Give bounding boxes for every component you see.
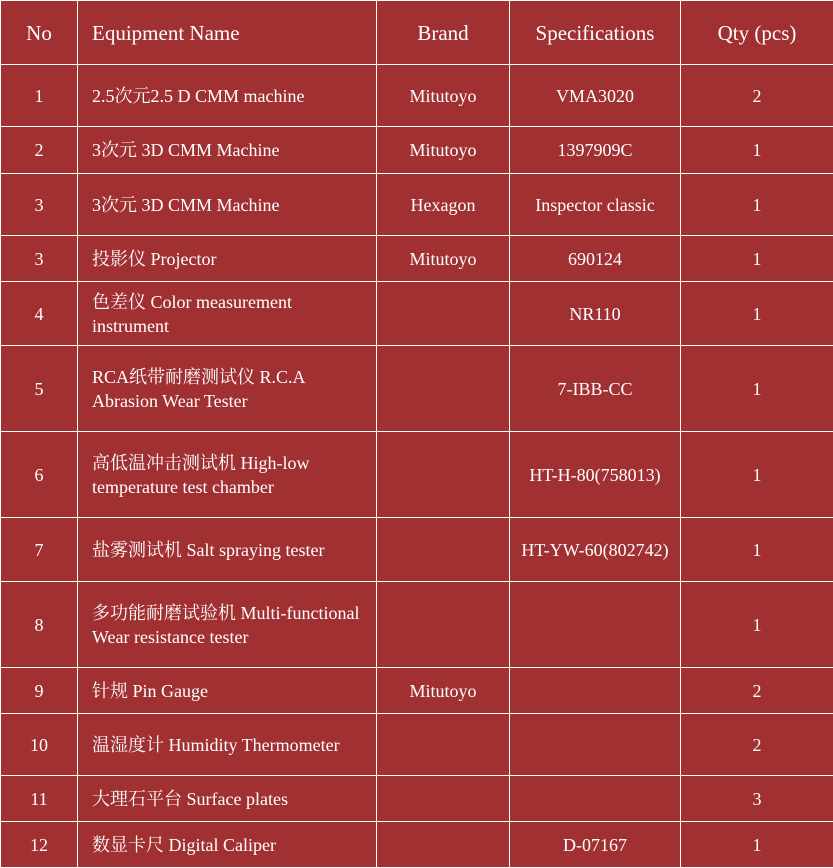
header-specifications: Specifications [510,1,681,65]
cell-specifications [510,582,681,668]
cell-specifications: 1397909C [510,127,681,174]
cell-no: 7 [1,518,78,582]
cell-no: 6 [1,432,78,518]
header-equipment-name: Equipment Name [78,1,377,65]
cell-brand: Hexagon [377,174,510,236]
cell-no: 1 [1,65,78,127]
table-row [1,236,833,282]
cell-equipment-name: 针规 Pin Gauge [78,668,377,714]
cell-no: 11 [1,776,78,822]
cell-specifications: 690124 [510,236,681,282]
cell-qty: 1 [681,822,833,868]
cell-brand [377,714,510,776]
cell-qty: 2 [681,668,833,714]
cell-brand: Mitutoyo [377,236,510,282]
cell-specifications: D-07167 [510,822,681,868]
cell-qty: 2 [681,65,833,127]
cell-no: 12 [1,822,78,868]
table-row [1,127,833,174]
cell-specifications: HT-YW-60(802742) [510,518,681,582]
cell-specifications: Inspector classic [510,174,681,236]
table-row [1,174,833,236]
cell-equipment-name: 3次元 3D CMM Machine [78,127,377,174]
cell-specifications [510,668,681,714]
table-header-row [1,1,833,65]
cell-brand [377,518,510,582]
cell-no: 3 [1,174,78,236]
cell-specifications [510,714,681,776]
cell-brand [377,432,510,518]
cell-brand [377,776,510,822]
cell-no: 4 [1,282,78,346]
table-row [1,714,833,776]
table-row [1,282,833,346]
cell-qty: 1 [681,236,833,282]
table-row [1,65,833,127]
cell-specifications: VMA3020 [510,65,681,127]
cell-brand: Mitutoyo [377,127,510,174]
cell-equipment-name: 色差仪 Color measurement instrument [78,282,377,346]
cell-brand: Mitutoyo [377,668,510,714]
cell-equipment-name: 温湿度计 Humidity Thermometer [78,714,377,776]
cell-qty: 3 [681,776,833,822]
cell-qty: 1 [681,174,833,236]
cell-brand [377,822,510,868]
cell-brand [377,282,510,346]
cell-equipment-name: 盐雾测试机 Salt spraying tester [78,518,377,582]
cell-specifications [510,776,681,822]
header-no: No [1,1,78,65]
cell-brand: Mitutoyo [377,65,510,127]
cell-brand [377,346,510,432]
cell-brand [377,582,510,668]
cell-equipment-name: 数显卡尺 Digital Caliper [78,822,377,868]
cell-equipment-name: 3次元 3D CMM Machine [78,174,377,236]
cell-no: 5 [1,346,78,432]
cell-qty: 1 [681,432,833,518]
table-row [1,668,833,714]
cell-qty: 1 [681,127,833,174]
cell-qty: 1 [681,346,833,432]
cell-equipment-name: 多功能耐磨试验机 Multi-functional Wear resistance tester [78,582,377,668]
header-qty: Qty (pcs) [681,1,833,65]
cell-qty: 2 [681,714,833,776]
cell-equipment-name: 投影仪 Projector [78,236,377,282]
cell-specifications: 7-IBB-CC [510,346,681,432]
table-row [1,822,833,868]
table-body [1,65,833,868]
cell-equipment-name: 大理石平台 Surface plates [78,776,377,822]
cell-equipment-name: 高低温冲击测试机 High-low temperature test chamber [78,432,377,518]
table-row [1,776,833,822]
table-row [1,346,833,432]
table-row [1,432,833,518]
table-row [1,582,833,668]
cell-no: 8 [1,582,78,668]
cell-no: 10 [1,714,78,776]
header-brand: Brand [377,1,510,65]
cell-specifications: HT-H-80(758013) [510,432,681,518]
cell-no: 9 [1,668,78,714]
cell-no: 3 [1,236,78,282]
cell-qty: 1 [681,582,833,668]
table-row [1,518,833,582]
cell-specifications: NR110 [510,282,681,346]
cell-equipment-name: 2.5次元2.5 D CMM machine [78,65,377,127]
cell-qty: 1 [681,518,833,582]
cell-no: 2 [1,127,78,174]
cell-qty: 1 [681,282,833,346]
cell-equipment-name: RCA纸带耐磨测试仪 R.C.A Abrasion Wear Tester [78,346,377,432]
